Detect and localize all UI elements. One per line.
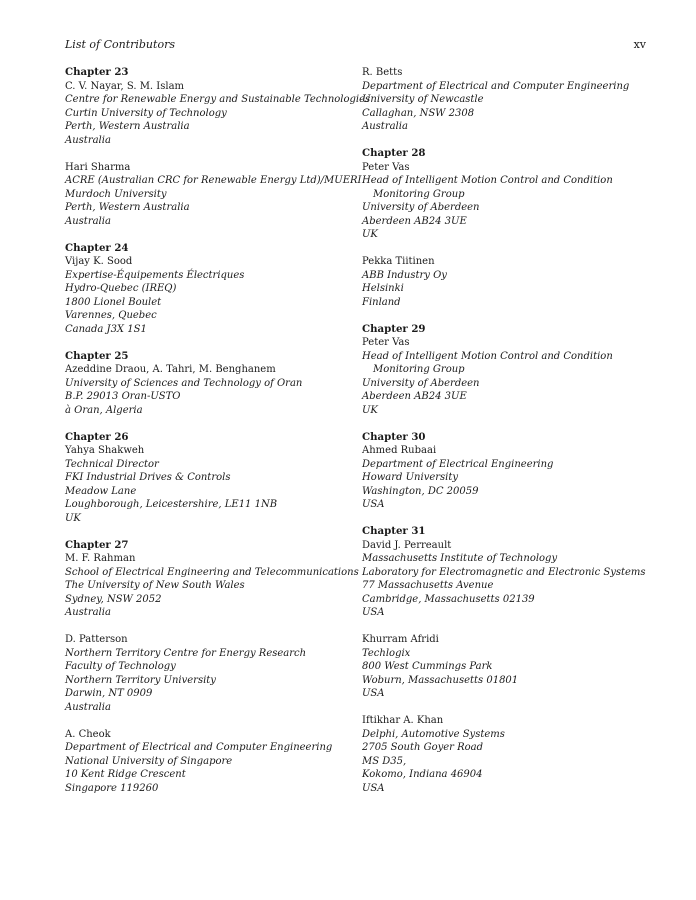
affiliation-line: National University of Singapore <box>65 755 233 767</box>
contributor-entry <box>362 431 662 512</box>
contributor-entry <box>362 633 662 701</box>
affiliation-line: Technical Director <box>65 458 159 470</box>
contributor-entry <box>65 431 355 526</box>
chapter-heading: Chapter 30 <box>362 430 426 443</box>
affiliation-line: UK <box>65 512 81 524</box>
contributor-name: Pekka Tiitinen <box>362 256 435 267</box>
contributor-name: Peter Vas <box>362 161 410 173</box>
affiliation-line: Australia <box>65 701 111 713</box>
affiliation-line: USA <box>362 782 385 794</box>
affiliation-line: Monitoring Group <box>373 364 465 375</box>
affiliation-line: USA <box>362 607 385 618</box>
affiliation-line: Singapore 119260 <box>65 782 159 794</box>
chapter-heading: Chapter 24 <box>65 241 129 254</box>
affiliation-line: 800 West Cummings Park <box>362 661 493 672</box>
affiliation-line: USA <box>362 688 385 699</box>
affiliation-line: USA <box>362 499 385 510</box>
contributor-entry <box>65 350 355 418</box>
affiliation-line: Massachusetts Institute of Technology <box>362 553 558 564</box>
running-head: List of Contributors <box>65 38 175 51</box>
contributor-name: R. Betts <box>362 67 403 78</box>
contributor-entry <box>362 525 662 620</box>
affiliation-line: The University of New South Wales <box>65 580 245 591</box>
affiliation-line: University of Aberdeen <box>362 377 480 389</box>
contributor-name: D. Patterson <box>65 634 128 645</box>
affiliation-line: 1800 Lionel Boulet <box>65 296 162 308</box>
affiliation-line: Australia <box>65 607 111 618</box>
affiliation-line: 77 Massachusetts Avenue <box>362 580 494 591</box>
affiliation-line: Faculty of Technology <box>65 661 176 672</box>
affiliation-line: B.P. 29013 Oran-USTO <box>65 391 181 402</box>
affiliation-line: Laboratory for Electromagnetic and Electronic Systems <box>362 566 646 578</box>
contributor-entry <box>362 323 662 418</box>
affiliation-line: Hydro-Quebec (IREQ) <box>65 283 177 294</box>
affiliation-line: Expertise-Équipements Électriques <box>65 269 245 281</box>
contributor-name: Azeddine Draou, A. Tahri, M. Benghanem <box>65 364 276 375</box>
contributor-name: Hari Sharma <box>65 161 131 173</box>
affiliation-line: Washington, DC 20059 <box>362 485 479 497</box>
affiliation-line: Perth, Western Australia <box>65 202 190 213</box>
contributor-name: Yahya Shakweh <box>65 445 145 456</box>
affiliation-line: Howard University <box>362 472 459 483</box>
affiliation-line: Loughborough, Leicestershire, LE11 1NB <box>65 499 278 510</box>
chapter-heading: Chapter 25 <box>65 349 129 362</box>
left-column <box>65 66 371 809</box>
chapter-heading: Chapter 28 <box>362 147 426 159</box>
contributor-entry <box>65 633 355 714</box>
affiliation-line: Varennes, Quebec <box>65 310 157 321</box>
affiliation-line: Aberdeen AB24 3UE <box>362 391 467 402</box>
affiliation-line: ABB Industry Oy <box>362 269 447 281</box>
chapter-heading: Chapter 31 <box>362 525 426 537</box>
affiliation-line: University of Newcastle <box>362 94 484 105</box>
affiliation-line: UK <box>362 404 378 416</box>
affiliation-line: Head of Intelligent Motion Control and Condition <box>362 175 613 186</box>
affiliation-line: Department of Electrical and Computer Engineering <box>65 742 333 753</box>
contributor-name: M. F. Rahman <box>65 553 136 564</box>
affiliation-line: Centre for Renewable Energy and Sustainable Technologies <box>65 94 371 105</box>
affiliation-line: FKI Industrial Drives & Controls <box>65 472 231 483</box>
affiliation-line: Kokomo, Indiana 46904 <box>362 769 483 780</box>
contributor-entry <box>362 147 662 242</box>
chapter-heading: Chapter 29 <box>362 322 426 335</box>
affiliation-line: Department of Electrical and Computer Engineering <box>362 80 630 92</box>
chapter-heading: Chapter 23 <box>65 66 129 78</box>
affiliation-line: Monitoring Group <box>373 188 465 200</box>
affiliation-line: Canada J3X 1S1 <box>65 323 147 335</box>
contributor-entry <box>362 255 662 309</box>
contributor-name: A. Cheok <box>65 728 111 740</box>
affiliation-line: Sydney, NSW 2052 <box>65 593 162 605</box>
affiliation-line: MS D35, <box>362 755 407 767</box>
affiliation-line: University of Sciences and Technology of Oran <box>65 377 303 389</box>
affiliation-line: Australia <box>65 215 111 227</box>
affiliation-line: Aberdeen AB24 3UE <box>362 215 467 227</box>
affiliation-line: Woburn, Massachusetts 01801 <box>362 674 519 686</box>
affiliation-line: ACRE (Australian CRC for Renewable Energy Ltd)/MUERI <box>65 175 362 186</box>
affiliation-line: Curtin University of Technology <box>65 107 227 119</box>
affiliation-line: Meadow Lane <box>65 485 137 497</box>
contributor-entry <box>65 242 355 337</box>
contributor-name: Khurram Afridi <box>362 634 439 645</box>
affiliation-line: Northern Territory Centre for Energy Research <box>65 647 307 659</box>
affiliation-line: Murdoch University <box>65 188 167 200</box>
affiliation-line: Northern Territory University <box>65 674 216 686</box>
page-number: xv <box>633 38 646 51</box>
chapter-heading: Chapter 26 <box>65 430 129 443</box>
affiliation-line: Helsinki <box>362 283 404 294</box>
chapter-heading: Chapter 27 <box>65 538 129 551</box>
affiliation-line: University of Aberdeen <box>362 202 480 213</box>
affiliation-line: Callaghan, NSW 2308 <box>362 107 475 119</box>
affiliation-line: UK <box>362 229 378 240</box>
affiliation-line: Perth, Western Australia <box>65 121 190 132</box>
right-column <box>362 66 662 809</box>
affiliation-line: Delphi, Automotive Systems <box>362 728 505 740</box>
contributor-name: Peter Vas <box>362 337 410 348</box>
affiliation-line: Australia <box>362 121 408 132</box>
contributor-name: Iftikhar A. Khan <box>362 715 444 726</box>
contributor-entry <box>65 538 359 620</box>
contributor-entry <box>362 714 662 795</box>
affiliation-line: Finland <box>362 296 401 308</box>
contributor-name: Vijay K. Sood <box>65 256 133 267</box>
affiliation-line: School of Electrical Engineering and Telecommunications <box>65 566 359 578</box>
contributor-name: Ahmed Rubaai <box>362 445 437 456</box>
affiliation-line: 10 Kent Ridge Crescent <box>65 769 186 780</box>
affiliation-line: 2705 South Goyer Road <box>362 742 484 753</box>
contributor-entry <box>362 66 662 134</box>
contributor-name: David J. Perreault <box>362 539 452 551</box>
affiliation-line: Head of Intelligent Motion Control and Condition <box>362 350 613 362</box>
contributor-entry <box>65 66 371 147</box>
contributor-entry <box>65 161 362 229</box>
affiliation-line: Darwin, NT 0909 <box>65 688 153 699</box>
affiliation-line: Cambridge, Massachusetts 02139 <box>362 593 535 605</box>
contributor-name: C. V. Nayar, S. M. Islam <box>65 80 185 92</box>
affiliation-line: Australia <box>65 134 111 146</box>
affiliation-line: Department of Electrical Engineering <box>362 458 554 470</box>
affiliation-line: à Oran, Algeria <box>65 404 143 416</box>
affiliation-line: Techlogix <box>362 647 411 659</box>
contributor-entry <box>65 728 355 796</box>
